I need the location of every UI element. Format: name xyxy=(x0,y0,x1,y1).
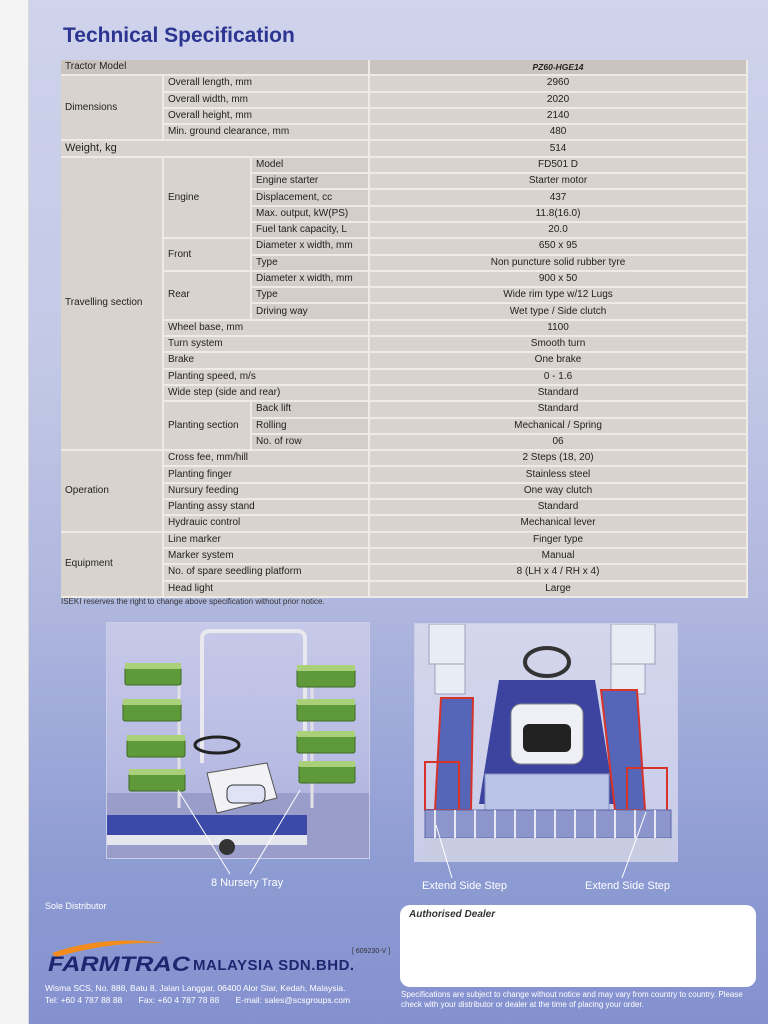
group-equipment: Equipment xyxy=(61,533,164,598)
row-label: Rolling xyxy=(252,419,370,435)
group-travelling: Travelling section xyxy=(61,158,164,451)
row-value: 514 xyxy=(370,141,748,157)
subgroup-engine: Engine xyxy=(164,158,252,239)
row-label: Min. ground clearance, mm xyxy=(164,125,370,141)
row-value: 1100 xyxy=(370,321,748,337)
row-value: Finger type xyxy=(370,533,748,549)
row-value: 0 - 1.6 xyxy=(370,370,748,386)
row-label: Fuel tank capacity, L xyxy=(252,223,370,239)
row-value: Standard xyxy=(370,500,748,516)
svg-text:FARMTRAC: FARMTRAC xyxy=(48,953,191,975)
subgroup-planting-section: Planting section xyxy=(164,402,252,451)
row-value: 8 (LH x 4 / RH x 4) xyxy=(370,565,748,581)
row-value: Large xyxy=(370,582,748,598)
authorised-dealer-label: Authorised Dealer xyxy=(409,909,496,920)
row-label: Engine starter xyxy=(252,174,370,190)
row-value: Smooth turn xyxy=(370,337,748,353)
row-value: 06 xyxy=(370,435,748,451)
spec-disclaimer-note: ISEKI reserves the right to change above specification without prior notice. xyxy=(61,597,325,606)
row-label: Line marker xyxy=(164,533,370,549)
row-value: 2020 xyxy=(370,93,748,109)
row-value: Mechanical / Spring xyxy=(370,419,748,435)
group-dimensions: Dimensions xyxy=(61,76,164,141)
row-label: Planting finger xyxy=(164,467,370,483)
row-label: Turn system xyxy=(164,337,370,353)
row-value: One brake xyxy=(370,353,748,369)
group-weight: Weight, kg xyxy=(61,141,370,157)
row-value: Stainless steel xyxy=(370,467,748,483)
header-label: Tractor Model xyxy=(61,60,370,76)
row-label: Back lift xyxy=(252,402,370,418)
row-label: Brake xyxy=(164,353,370,369)
row-value: FD501 D xyxy=(370,158,748,174)
company-name: MALAYSIA SDN.BHD. xyxy=(193,957,355,974)
row-label: Wide step (side and rear) xyxy=(164,386,370,402)
authorised-dealer-box xyxy=(400,905,756,987)
row-value: 2 Steps (18, 20) xyxy=(370,451,748,467)
row-value: 437 xyxy=(370,190,748,206)
row-label: Head light xyxy=(164,582,370,598)
row-value: Wet type / Side clutch xyxy=(370,304,748,320)
row-label: Marker system xyxy=(164,549,370,565)
page-title: Technical Specification xyxy=(63,24,295,47)
subgroup-front: Front xyxy=(164,239,252,272)
row-label: No. of spare seedling platform xyxy=(164,565,370,581)
row-label: Type xyxy=(252,288,370,304)
company-address: Wisma SCS, No. 888, Batu 8, Jalan Langgar, 06400 Alor Star, Kedah, Malaysia. xyxy=(45,983,346,993)
header-model-value: PZ60-HGE14 xyxy=(370,60,748,76)
row-value: Mechanical lever xyxy=(370,516,748,532)
row-value: Starter motor xyxy=(370,174,748,190)
row-value: Standard xyxy=(370,386,748,402)
row-label: Displacement, cc xyxy=(252,190,370,206)
sole-distributor-label: Sole Distributor xyxy=(45,901,107,911)
row-value: Manual xyxy=(370,549,748,565)
row-label: Diameter x width, mm xyxy=(252,239,370,255)
row-label: Overall width, mm xyxy=(164,93,370,109)
subgroup-rear: Rear xyxy=(164,272,252,321)
row-value: 480 xyxy=(370,125,748,141)
row-value: 2960 xyxy=(370,76,748,92)
row-label: Overall length, mm xyxy=(164,76,370,92)
row-label: Model xyxy=(252,158,370,174)
row-value: One way clutch xyxy=(370,484,748,500)
row-label: Planting assy stand xyxy=(164,500,370,516)
row-label: Nursury feeding xyxy=(164,484,370,500)
row-value: 900 x 50 xyxy=(370,272,748,288)
row-value: 11.8(16.0) xyxy=(370,207,748,223)
company-email: E-mail: sales@scsgroups.com xyxy=(235,995,351,1005)
row-label: Planting speed, m/s xyxy=(164,370,370,386)
row-value: Standard xyxy=(370,402,748,418)
row-value: Non puncture solid rubber tyre xyxy=(370,256,748,272)
row-value: 650 x 95 xyxy=(370,239,748,255)
row-value: 20.0 xyxy=(370,223,748,239)
footer-disclaimer: Specifications are subject to change without notice and may vary from country to country. Please check with your distributor or dealer at the time of placing your order. xyxy=(401,990,743,1009)
row-label: No. of row xyxy=(252,435,370,451)
row-label: Max. output, kW(PS) xyxy=(252,207,370,223)
row-label: Diameter x width, mm xyxy=(252,272,370,288)
row-value: Wide rim type w/12 Lugs xyxy=(370,288,748,304)
row-label: Type xyxy=(252,256,370,272)
row-label: Wheel base, mm xyxy=(164,321,370,337)
row-label: Hydrauic control xyxy=(164,516,370,532)
row-value: 2140 xyxy=(370,109,748,125)
group-operation: Operation xyxy=(61,451,164,532)
company-contacts xyxy=(45,995,364,1005)
company-fax: Fax: +60 4 787 78 88 xyxy=(138,995,220,1005)
company-reg-number: [ 609230-V ] xyxy=(352,948,391,955)
caption-extend-side-step-left: Extend Side Step xyxy=(422,880,508,892)
company-tel: Tel: +60 4 787 88 88 xyxy=(45,995,123,1005)
row-label: Overall height, mm xyxy=(164,109,370,125)
caption-extend-side-step-right: Extend Side Step xyxy=(585,880,671,892)
row-label: Driving way xyxy=(252,304,370,320)
row-label: Cross fee, mm/hill xyxy=(164,451,370,467)
farmtrac-logo xyxy=(44,937,194,975)
caption-nursery-tray: 8 Nursery Tray xyxy=(211,877,284,889)
